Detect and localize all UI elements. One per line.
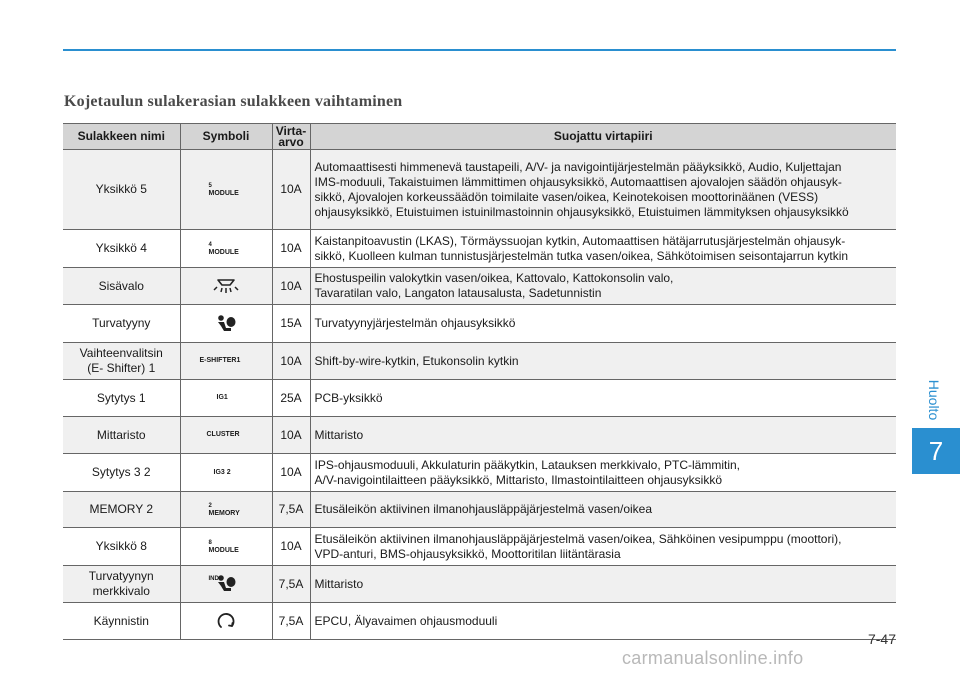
- fuse-name-line: Turvatyynyn: [88, 569, 154, 583]
- fuse-symbol-number: 2: [208, 502, 212, 509]
- fuse-symbol: [180, 417, 272, 454]
- fuse-rating: 10A: [272, 454, 310, 492]
- fuse-symbol-text: [209, 539, 239, 555]
- fuse-name: Sisävalo: [63, 268, 180, 305]
- protected-circuit: [310, 305, 896, 343]
- circuit-line: Shift-by-wire-kytkin, Etukonsolin kytkin: [314, 353, 519, 368]
- fuse-name: Mittaristo: [63, 417, 180, 454]
- fuse-rating: 7,5A: [272, 566, 310, 603]
- page-number: 7-47: [867, 631, 896, 647]
- fuse-rating: 10A: [272, 150, 310, 230]
- section-title: Kojetaulun sulakerasian sulakkeen vaihtaminen: [64, 93, 403, 110]
- header-symbol: Symboli: [180, 124, 272, 150]
- table-row: [63, 150, 896, 230]
- circuit-line: A/V-navigointilaitteen pääyksikkö, Mittaristo, Ilmastointilaitteen ohjausyksikkö: [314, 472, 723, 487]
- protected-circuit: [310, 528, 896, 566]
- circuit-line: PCB-yksikkö: [314, 390, 383, 405]
- fuse-name: Sytytys 1: [63, 380, 180, 417]
- circuit-line: Tavaratilan valo, Langaton latausalusta, Sadetunnistin: [314, 286, 602, 300]
- fuse-name-line: Vaihteenvalitsin: [79, 346, 163, 360]
- fuse-rating: 15A: [272, 305, 310, 343]
- header-ampere-line2: arvo: [278, 134, 304, 149]
- fuse-rating: 7,5A: [272, 492, 310, 528]
- circuit-line: Kaistanpitoavustin (LKAS), Törmäyssuojan kytkin, Automaattisen hätäjarrutusjärjestelmän ohjausyk-: [314, 233, 846, 248]
- fuse-name: [63, 566, 180, 603]
- fuse-rating: 10A: [272, 417, 310, 454]
- circuit-line: ohjausyksikkö, Etuistuimen istuinilmastoinnin ohjausyksikkö, Etuistuimen lämmityksen ohjausyksikkö: [314, 204, 849, 219]
- circuit-line: VPD-anturi, BMS-ohjausyksikkö, Moottoritilan liitäntärasia: [314, 546, 621, 561]
- fuse-symbol-label: E-SHIFTER1: [199, 357, 241, 364]
- protected-circuit: [310, 343, 896, 380]
- table-row: [63, 380, 896, 417]
- fuse-rating: 7,5A: [272, 603, 310, 640]
- fuse-symbol-label: CLUSTER: [206, 431, 240, 438]
- watermark: carmanualsonline.info: [622, 648, 804, 668]
- table-row: [63, 528, 896, 566]
- table-row: [63, 492, 896, 528]
- fuse-rating: 25A: [272, 380, 310, 417]
- protected-circuit: [310, 566, 896, 603]
- chapter-side-label: [924, 380, 944, 420]
- starter-icon: [215, 610, 237, 632]
- fuse-name: Yksikkö 8: [63, 528, 180, 566]
- table-header-row: [63, 124, 896, 150]
- fuse-rating: 10A: [272, 230, 310, 268]
- fuse-name: MEMORY 2: [63, 492, 180, 528]
- circuit-line: Mittaristo: [314, 427, 364, 442]
- top-rule: [63, 49, 896, 51]
- interior-lamp-icon: [211, 277, 241, 295]
- fuse-name-line: (E- Shifter) 1: [87, 361, 156, 375]
- table-row: [63, 268, 896, 305]
- chapter-side-label-text: Huolto: [926, 379, 942, 421]
- table-row: [63, 454, 896, 492]
- chapter-tab: 7: [912, 428, 960, 474]
- protected-circuit: [310, 454, 896, 492]
- fuse-name-line: merkkivalo: [92, 584, 150, 598]
- fuse-symbol-text: [209, 182, 239, 198]
- protected-circuit: [310, 380, 896, 417]
- fuse-symbol: [180, 150, 272, 230]
- airbag-icon: [214, 314, 238, 334]
- fuse-symbol-text: [209, 502, 240, 518]
- circuit-line: Automaattisesti himmenevä taustapeili, A/V- ja navigointijärjestelmän pääyksikkö, Audio, Kuljettajan: [314, 159, 842, 174]
- table-row: [63, 305, 896, 343]
- fuse-name: Turvatyyny: [63, 305, 180, 343]
- fuse-symbol-text: [209, 241, 239, 257]
- fuse-name: Käynnistin: [63, 603, 180, 640]
- protected-circuit: [310, 603, 896, 640]
- table-row: [63, 343, 896, 380]
- fuse-name: Yksikkö 5: [63, 150, 180, 230]
- circuit-line: Etusäleikön aktiivinen ilmanohjausläppäjärjestelmä vasen/oikea: [314, 502, 653, 516]
- protected-circuit: [310, 417, 896, 454]
- fuse-symbol: [180, 454, 272, 492]
- fuse-symbol-label: MODULE: [208, 189, 239, 197]
- header-ampere: [272, 124, 310, 150]
- header-fuse-name: Sulakkeen nimi: [63, 124, 180, 150]
- header-ampere-line1: Virta-: [275, 123, 307, 138]
- fuse-symbol: [180, 343, 272, 380]
- circuit-line: IPS-ohjausmoduuli, Akkulaturin pääkytkin, Latauksen merkkivalo, PTC-lämmitin,: [314, 457, 741, 472]
- fuse-symbol: [180, 492, 272, 528]
- fuse-symbol-label: IG1: [216, 394, 228, 401]
- fuse-name: [63, 343, 180, 380]
- circuit-line: sikkö, Ajovalojen korkeussäädön toimilaite vasen/oikea, Keinotekoisen moottorinäänen (VESS): [314, 189, 819, 204]
- fuse-rating: 10A: [272, 268, 310, 305]
- circuit-line: Mittaristo: [314, 576, 364, 591]
- circuit-line: Ehostuspeilin valokytkin vasen/oikea, Kattovalo, Kattokonsolin valo,: [314, 271, 674, 285]
- table-row: [63, 566, 896, 603]
- protected-circuit: [310, 492, 896, 528]
- fuse-symbol: [180, 380, 272, 417]
- table-row: [63, 417, 896, 454]
- fuse-symbol-label: IG3 2: [213, 468, 231, 476]
- fuse-symbol: [180, 603, 272, 640]
- circuit-line: Etusäleikön aktiivinen ilmanohjausläppäjärjestelmä vasen/oikea, Sähköinen vesipumppu (moottori),: [314, 531, 842, 546]
- table-row: [63, 603, 896, 640]
- circuit-line: IMS-moduuli, Takaistuimen lämmittimen ohjausyksikkö, Automaattisen ajovalojen säädön ohjausyk-: [314, 174, 842, 189]
- fuse-name: Yksikkö 4: [63, 230, 180, 268]
- fuse-symbol-label: IND: [208, 576, 219, 582]
- protected-circuit: [310, 268, 896, 305]
- fuse-symbol-number: 8: [208, 539, 212, 546]
- fuse-symbol: [180, 268, 272, 305]
- circuit-line: sikkö, Kuolleen kulman tunnistusjärjestelmän tutka vasen/oikea, Sähkötoimisen seisontajarrun kytkin: [314, 248, 849, 263]
- header-protected-circuit: Suojattu virtapiiri: [310, 124, 896, 150]
- fuse-symbol: [180, 305, 272, 343]
- protected-circuit: [310, 230, 896, 268]
- fuse-symbol-label: MODULE: [208, 248, 239, 256]
- fuse-symbol-number: 5: [208, 182, 212, 189]
- protected-circuit: [310, 150, 896, 230]
- fuse-symbol: [180, 230, 272, 268]
- circuit-line: EPCU, Älyavaimen ohjausmoduuli: [314, 613, 498, 628]
- fuse-table: [63, 123, 896, 640]
- fuse-symbol-number: 4: [208, 241, 212, 248]
- fuse-symbol: [180, 528, 272, 566]
- fuse-rating: 10A: [272, 528, 310, 566]
- fuse-symbol: [180, 566, 272, 603]
- fuse-rating: 10A: [272, 343, 310, 380]
- table-row: [63, 230, 896, 268]
- fuse-symbol-label: MEMORY: [208, 509, 240, 517]
- circuit-line: Turvatyynyjärjestelmän ohjausyksikkö: [314, 316, 516, 330]
- fuse-symbol-label: MODULE: [208, 546, 239, 554]
- fuse-name: Sytytys 3 2: [63, 454, 180, 492]
